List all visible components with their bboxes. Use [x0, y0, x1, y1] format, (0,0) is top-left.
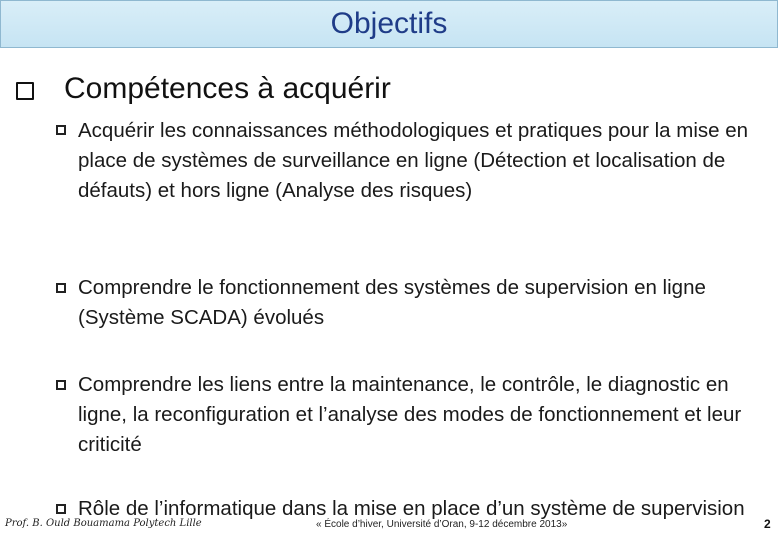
footer-institution: Polytech Lille	[133, 518, 202, 529]
slide-title: Objectifs	[330, 7, 448, 40]
list-item: Rôle de l’informatique dans la mise en place d’un système de supervision	[78, 497, 745, 520]
section-heading: Compétences à acquérir	[64, 72, 391, 105]
list-item: Comprendre les liens entre la maintenance, le contrôle, le diagnostic en ligne, la reconfiguration et l’analyse des modes de fonctionnement et leur criticité	[78, 373, 742, 456]
title-bar	[0, 0, 778, 48]
square-bullet-icon	[56, 125, 66, 135]
page-number: 2	[764, 517, 771, 531]
footer-event: « École d’hiver, Université d’Oran, 9-12 décembre 2013»	[316, 519, 568, 530]
square-bullet-icon	[56, 380, 66, 390]
footer-author-name: Prof. B. Ould Bouamama	[5, 518, 131, 529]
square-bullet-icon	[56, 504, 66, 514]
list-item: Acquérir les connaissances méthodologiques et pratiques pour la mise en place de systèmes de surveillance en ligne (Détection et localisation de défauts) et hors ligne (Analyse des risques)	[78, 119, 749, 202]
square-bullet-icon	[56, 283, 66, 293]
list-item: Comprendre le fonctionnement des systèmes de supervision en ligne (Système SCADA) évolués	[78, 276, 706, 329]
footer-author	[5, 518, 202, 529]
checkbox-bullet-icon	[16, 82, 34, 100]
